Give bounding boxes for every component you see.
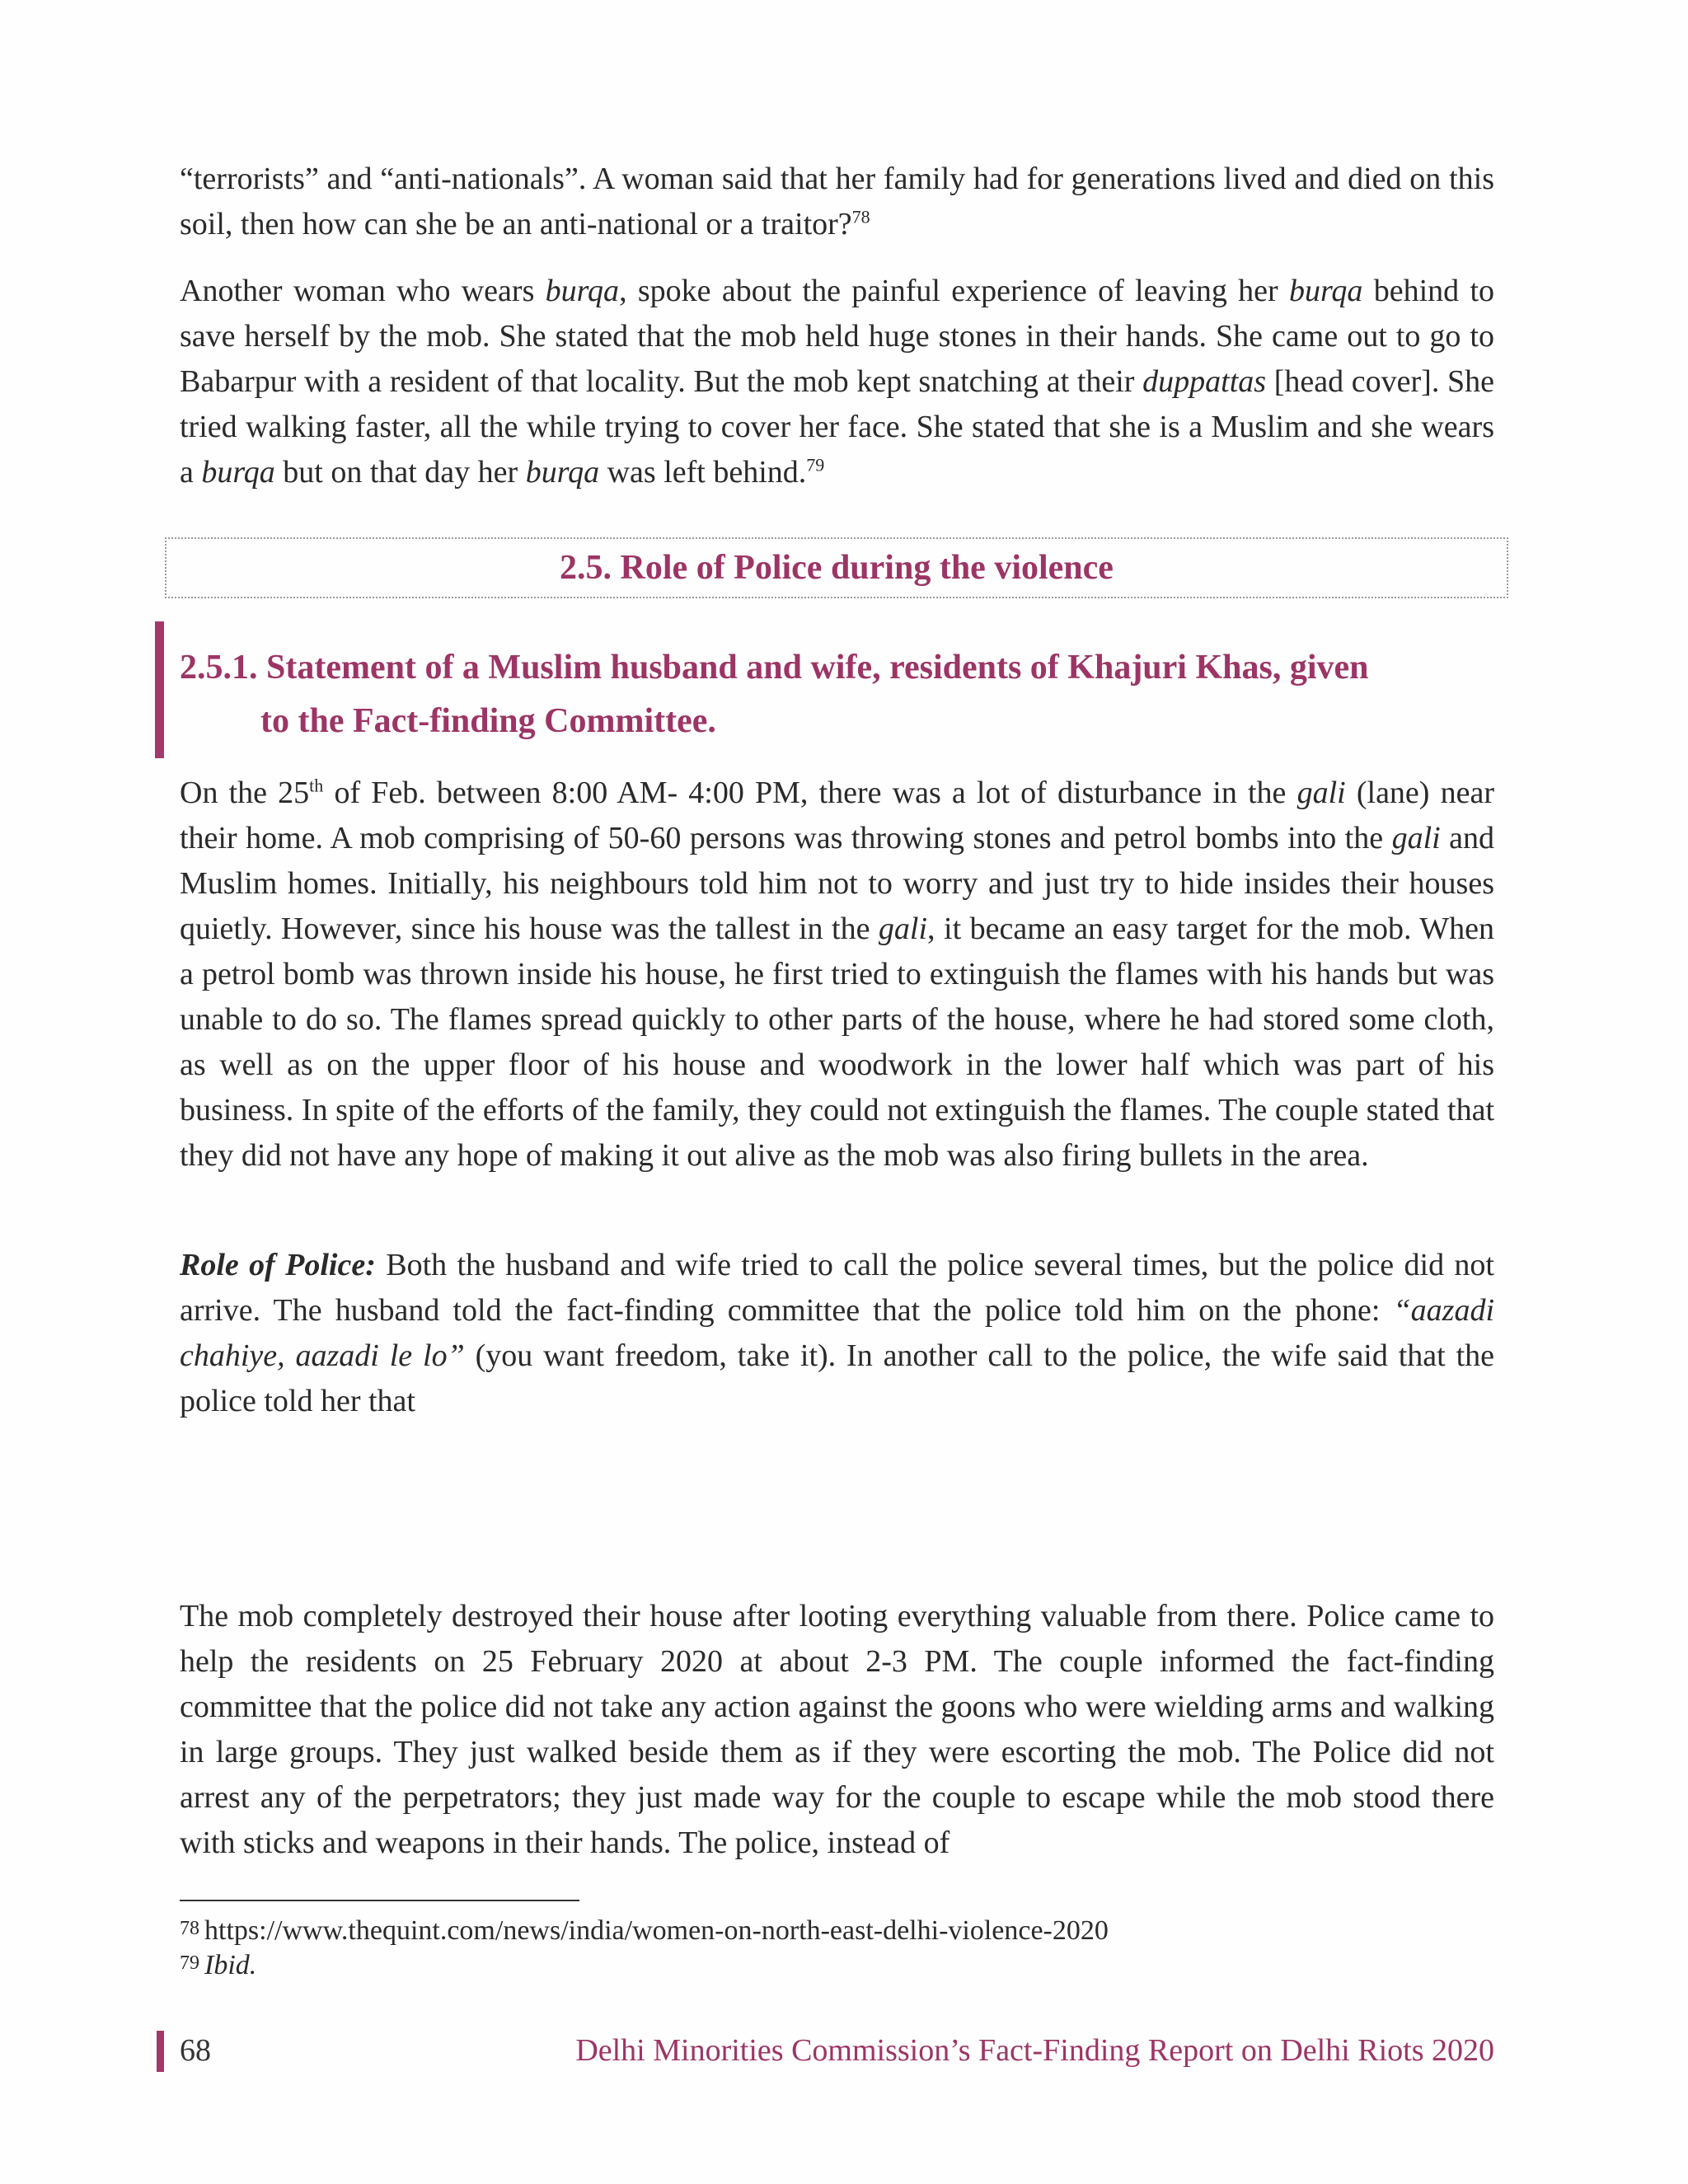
footnote-ref-79[interactable]: 79	[806, 454, 825, 476]
paragraph-3: On the 25th of Feb. between 8:00 AM- 4:00 PM, there was a lot of disturbance in the gali (lane) near their home. A mob comprising of 50-60 persons was throwing stones and petrol bombs into the gali and Muslim homes. Initially, his neighbours told him not to worry and just try to hide insides their houses quietly. However, since his house was the tallest in the gali, it became an easy target for the mob. When a petrol bomb was thrown inside his house, he first tried to extinguish the flames with his hands but was unable to do so. The flames spread quickly to other parts of the house, where he had stored some cloth, as well as on the upper floor of his house and woodwork in the lower half which was part of his business. In spite of the efforts of the family, they could not extinguish the flames. The couple stated that they did not have any hope of making it out alive as the mob was also firing bullets in the area.	[180, 775, 1494, 1173]
footnote-79: $^{79}$ Ibid.	[180, 1950, 257, 1980]
paragraph-1: “terrorists” and “anti-nationals”. A woman said that her family had for generations lived and died on this soil, then how can she be an anti-national or a traitor?$^{78}$	[180, 162, 1494, 241]
page-number: 68	[180, 2033, 211, 2068]
paragraph-2: Another woman who wears burqa, spoke about the painful experience of leaving her burqa behind to save herself by the mob. She stated that the mob held huge stones in their hands. She came out to go to Babarpur with a resident of that locality. But the mob kept snatching at their duppattas [head cover]. She tried walking faster, all the while trying to cover her face. She stated that she is a Muslim and she wears a burqa but on that day her burqa was left behind.$^{79}$	[180, 274, 1494, 490]
footer-accent-bar	[157, 2031, 164, 2072]
footnote-link[interactable]: https://www.thequint.com/news/india/women-on-north-east-delhi-violence-2020	[204, 1915, 1109, 1946]
paragraph-4: Role of Police: Both the husband and wife tried to call the police several times, but the police did not arrive. The husband told the fact-finding committee that the police told him on the phone: “aazadi chahiye, aazadi le lo” (you want freedom, take it). In another call to the police, the wife said that the police told her that	[180, 1248, 1494, 1418]
footer-title: Delhi Minorities Commission’s Fact-Finding Report on Delhi Riots 2020	[575, 2033, 1494, 2068]
subheading-accent-bar	[155, 621, 164, 758]
role-of-police-label: Role of Police:	[180, 1248, 376, 1282]
footnote-78: $^{78}$ https://www.thequint.com/news/india/women-on-north-east-delhi-violence-2020	[180, 1915, 1109, 1946]
footnote-ref-78[interactable]: 78	[851, 206, 870, 227]
paragraph-5: The mob completely destroyed their house after looting everything valuable from there. Police came to help the residents on 25 February 2020 at about 2-3 PM. The couple informed the fact-finding committee that the police did not take any action against the goons who were wielding arms and walking in large groups. They just walked beside them as if they were escorting the mob. The Police did not arrest any of the perpetrators; they just made way for the couple to escape while the mob stood there with sticks and weapons in their hands. The police, instead of	[180, 1599, 1494, 1860]
section-heading: 2.5. Role of Police during the violence	[560, 549, 1114, 587]
subheading: 2.5.1. Statement of a Muslim husband and wife, residents of Khajuri Khas, given to the Fact-finding Committee.	[180, 649, 1369, 740]
section-heading-box	[165, 537, 1508, 598]
footnote-divider	[180, 1900, 579, 1901]
